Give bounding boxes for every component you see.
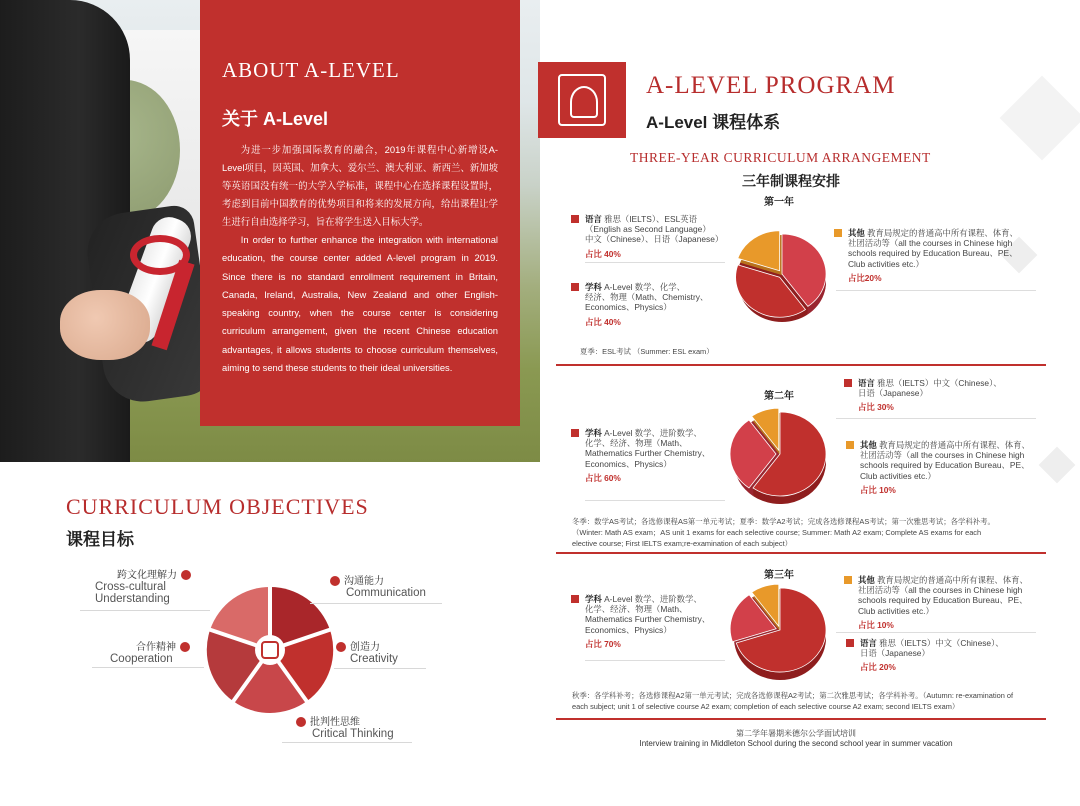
wheel-center	[255, 635, 285, 665]
legend-text: Club activities etc.）	[860, 470, 936, 481]
legend-text: schools required by Education Bureau、PE、	[858, 595, 1028, 606]
legend-percent: 占比 40%	[585, 248, 621, 259]
legend-text: Mathematics Further Chemistry、	[585, 448, 711, 459]
year2-label: 第二年	[764, 391, 794, 402]
legend-text: 经济、物理（Math、Chemistry、	[585, 292, 709, 303]
objective-zh: 跨文化理解力	[117, 570, 177, 581]
objective-communication	[326, 572, 426, 599]
year3-pie-chart	[720, 582, 832, 686]
decor-diamond	[1000, 76, 1080, 161]
legend-percent: 占比 10%	[860, 484, 896, 495]
divider	[585, 660, 725, 661]
objective-zh: 合作精神	[136, 642, 176, 653]
legend-head: 学科	[585, 594, 602, 604]
divider	[585, 500, 725, 501]
year-divider	[556, 552, 1046, 554]
footer-note	[556, 729, 1036, 749]
legend-text: Mathematics Further Chemistry、	[585, 614, 711, 625]
dot-icon	[336, 642, 346, 652]
objective-en: Communication	[346, 587, 426, 599]
objective-en: Creativity	[350, 653, 398, 665]
legend-swatch	[846, 441, 854, 449]
year-divider	[556, 718, 1046, 720]
legend-text: 化学、经济、物理（Math、	[585, 438, 688, 449]
year1-other-legend	[848, 228, 1043, 283]
legend-head: 学科	[585, 282, 602, 292]
leader-line	[92, 667, 204, 668]
objective-en: Critical Thinking	[312, 728, 394, 740]
objective-en: Cooperation	[110, 653, 173, 665]
legend-swatch	[571, 595, 579, 603]
legend-text: A-Level 数学、进阶数学、	[604, 594, 702, 604]
year2-subject-legend	[585, 428, 735, 483]
school-seal-logo	[538, 62, 626, 138]
legend-text: 雅思（IELTS）中文（Chinese）、	[879, 638, 1004, 648]
legend-text: Club activities etc.）	[848, 258, 924, 269]
divider	[836, 418, 1036, 419]
three-year-title-en: THREE-YEAR CURRICULUM ARRANGEMENT	[630, 150, 931, 165]
objective-cooperation	[110, 638, 194, 665]
year3-label: 第三年	[764, 570, 794, 581]
year1-label: 第一年	[764, 197, 794, 208]
objective-creativity	[332, 638, 398, 665]
year3-language-legend	[860, 638, 1050, 673]
legend-text: 社团活动等（all the courses in Chinese high	[860, 450, 1025, 461]
legend-text: 教育局规定的普通高中所有课程、体育、	[867, 228, 1018, 238]
note-line: 秋季：各学科补考；各选修课程A2第一单元考试；完成各选修课程A2考试；第二次雅思考试；各学科补考。（Autumn: re-examination of	[572, 691, 1014, 700]
objectives-title-zh: 课程目标	[66, 530, 134, 549]
dot-icon	[330, 576, 340, 586]
legend-percent: 占比 40%	[585, 316, 621, 327]
legend-swatch	[834, 229, 842, 237]
about-paragraph-zh: 为进一步加强国际教育的融合，2019年课程中心新增设A-Level项目，因英国、加拿大、爱尔兰、澳大利亚、新西兰、新加坡等英语国没有统一的大学入学标准，课程中心在选择课程设置时，考虑到目前中国教育的优势项目和将来的发展方向，给出课程让学生进行自由选择学习，旨在将学生送入目标大学。	[222, 144, 498, 227]
legend-percent: 占比 10%	[858, 619, 894, 630]
year1-pie-chart	[724, 228, 832, 328]
dot-icon	[296, 717, 306, 727]
legend-text: Economics、Physics）	[585, 624, 672, 635]
legend-swatch	[846, 639, 854, 647]
legend-text: A-Level 数学、进阶数学、	[604, 428, 702, 438]
note-line: elective course; First IELTS exam;re-examination of each subject）	[572, 539, 793, 548]
legend-text: schools required by Education Bureau、PE、	[848, 248, 1018, 259]
legend-head: 其他	[860, 440, 877, 450]
legend-percent: 占比 20%	[860, 662, 896, 673]
objective-cross-cultural	[95, 566, 195, 605]
objective-zh: 创造力	[350, 642, 380, 653]
objective-zh: 沟通能力	[344, 576, 384, 587]
legend-percent: 占比20%	[848, 272, 882, 283]
legend-swatch	[571, 429, 579, 437]
hand-shape	[60, 290, 150, 360]
legend-swatch	[844, 379, 852, 387]
about-title-en: ABOUT A-LEVEL	[222, 58, 400, 82]
year2-other-legend	[860, 440, 1050, 495]
legend-text: 雅思（IELTS）、ESL英语	[604, 214, 697, 224]
legend-text: 社团活动等（all the courses in Chinese high	[858, 585, 1023, 596]
leader-line	[334, 668, 426, 669]
legend-head: 其他	[848, 228, 865, 238]
objective-en: Cross-cultural	[95, 581, 166, 593]
leader-line	[310, 603, 442, 604]
year3-subject-legend	[585, 594, 735, 649]
about-panel	[200, 0, 520, 426]
legend-head: 语言	[860, 638, 877, 648]
year1-note: 夏季：ESL考试 （Summer: ESL exam）	[580, 347, 714, 356]
seal-icon	[558, 74, 606, 126]
legend-head: 其他	[858, 575, 875, 585]
legend-swatch	[571, 283, 579, 291]
year3-note	[572, 690, 1042, 712]
legend-text: 社团活动等（all the courses in Chinese high	[848, 238, 1013, 249]
year1-subject-legend	[585, 282, 735, 327]
objective-zh: 批判性思维	[310, 717, 360, 728]
note-line: 冬季：数学AS考试；各选修课程AS第一单元考试；夏季：数学A2考试；完成各选修课程AS考试；第一次雅思考试；各学科补考。	[572, 517, 995, 526]
legend-percent: 占比 30%	[858, 402, 894, 413]
footer-zh: 第二学年暑期米德尔公学面试培训	[736, 729, 856, 738]
year2-pie-chart	[720, 406, 832, 510]
program-title-en: A-LEVEL PROGRAM	[646, 72, 896, 99]
footer-en: Interview training in Middleton School during the second school year in summer vacation	[639, 739, 953, 748]
legend-text: Economics、Physics）	[585, 302, 672, 313]
note-line: each subject; unit 1 of selective course A2 exam; completion of each selective course A2 exam; second IELTS exam）	[572, 702, 960, 711]
objective-en-2: Understanding	[95, 593, 170, 605]
year-divider	[556, 364, 1046, 366]
about-title-zh: 关于 A-Level	[222, 109, 329, 129]
year1-language-legend	[585, 214, 745, 259]
legend-head: 语言	[585, 214, 602, 224]
year3-other-legend	[858, 575, 1048, 630]
legend-percent: 占比 70%	[585, 638, 621, 649]
legend-text: schools required by Education Bureau、PE、	[860, 460, 1030, 471]
leader-line	[282, 742, 412, 743]
note-line: （Winter: Math AS exam；AS unit 1 exams for each selective course; Summer: Math A2 exam; Complete AS exams for each	[572, 528, 982, 537]
legend-head: 语言	[858, 378, 875, 388]
divider	[836, 290, 1036, 291]
legend-swatch	[571, 215, 579, 223]
legend-text: Economics、Physics）	[585, 458, 672, 469]
dot-icon	[181, 570, 191, 580]
leader-line	[80, 610, 210, 611]
legend-head: 学科	[585, 428, 602, 438]
objectives-title-en: CURRICULUM OBJECTIVES	[66, 494, 369, 519]
year2-language-legend	[858, 378, 1048, 413]
legend-text: （English as Second Language）	[585, 224, 711, 235]
objective-critical-thinking	[292, 713, 394, 740]
legend-text: A-Level 数学、化学、	[604, 282, 686, 292]
program-title-zh: A-Level 课程体系	[646, 113, 781, 132]
legend-text: 化学、经济、物理（Math、	[585, 604, 688, 615]
dot-icon	[180, 642, 190, 652]
legend-percent: 占比 60%	[585, 472, 621, 483]
three-year-title-zh: 三年制课程安排	[742, 173, 840, 189]
legend-text: 日语（Japanese）	[858, 388, 928, 399]
legend-text: Club activities etc.）	[858, 605, 934, 616]
legend-text: 教育局规定的普通高中所有课程、体育、	[879, 440, 1030, 450]
objectives-wheel	[205, 585, 335, 715]
legend-text: 日语（Japanese）	[860, 648, 930, 659]
legend-swatch	[844, 576, 852, 584]
legend-text: 中文（Chinese）、日语（Japanese）	[585, 234, 724, 245]
legend-text: 教育局规定的普通高中所有课程、体育、	[877, 575, 1028, 585]
about-paragraph-en: In order to further enhance the integration with international education, the course center added A-level program in 2019. Since there is no standard enrollment requirement in Britain, Canada, Ireland, Australia, New Zealand and other English-speaking country, when the course center is considering curriculum arrangement, given the recent Chinese education advantages, it allows students to choose curriculum themselves, aiming to send these students to their ideal universities.	[222, 234, 498, 374]
legend-text: 雅思（IELTS）中文（Chinese）、	[877, 378, 1002, 388]
divider	[836, 632, 1036, 633]
divider	[585, 262, 725, 263]
year2-note	[572, 516, 1042, 549]
